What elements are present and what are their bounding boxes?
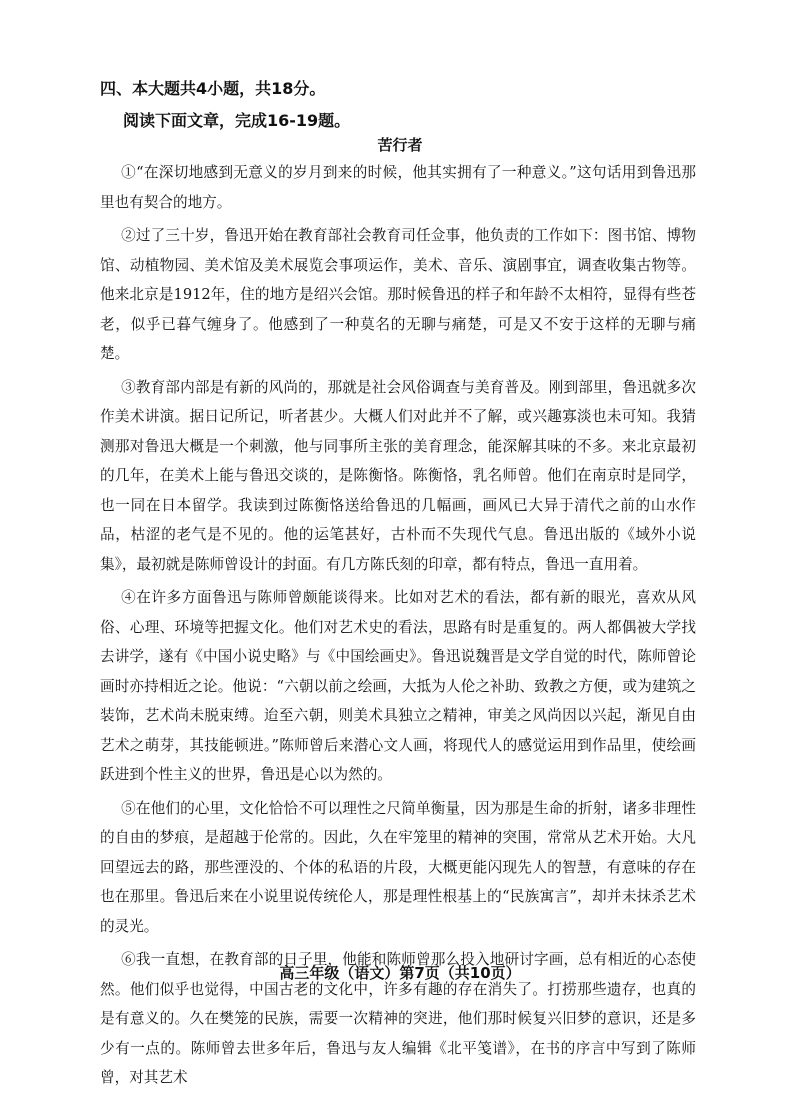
- article-title: 苦行者: [377, 136, 423, 154]
- section-instruction: 阅读下面文章，完成16-19题。: [123, 111, 351, 130]
- section-heading: 四、本大题共4小题，共18分。: [100, 79, 326, 98]
- paragraph-1: ①“在深切地感到无意义的岁月到来的时候，他其实拥有了一种意义。”这句话用到鲁迅那里也有契合的地方。: [100, 164, 697, 211]
- paragraph-6: ⑥我一直想，在教育部的日子里，他能和陈师曾那么投入地研讨字画，总有相近的心态使然。他们似乎也觉得，中国古老的文化中，许多有趣的存在消失了。打捞那些遗存，也真的是有意义的。久在樊笼的民族，需要一次精神的突进，他们那时候复兴旧梦的意识，还是多少有一点的。陈师曾去世多年后，鲁迅与友人编辑《北平笺谱》，在书的序言中写到了陈师曾，对其艺术: [100, 951, 696, 1086]
- page-footer: 高三年级（语文）第7页（共10页）: [279, 964, 521, 982]
- article-body: [100, 158, 696, 1097]
- paragraph-3: ③教育部内部是有新的风尚的，那就是社会风俗调查与美育普及。刚到部里，鲁迅就多次作美术讲演。据日记所记，听者甚少。大概人们对此并不了解，或兴趣寡淡也未可知。我猜测那对鲁迅大概是一个刺激，他与同事所主张的美育理念，能深解其味的不多。来北京最初的几年，在美术上能与鲁迅交谈的，是陈衡恪。陈衡恪，乳名师曾。他们在南京时是同学，也一同在日本留学。我读到过陈衡恪送给鲁迅的几幅画，画风已大异于清代之前的山水作品，枯涩的老气是不见的。他的运笔甚好，古朴而不失现代气息。鲁迅出版的《域外小说集》，最初就是陈师曾设计的封面。有几方陈氏刻的印章，都有特点，鲁迅一直用着。: [100, 378, 696, 573]
- paragraph-4: ④在许多方面鲁迅与陈师曾颇能谈得来。比如对艺术的看法，都有新的眼光，喜欢从风俗、心理、环境等把握文化。他们对艺术史的看法，思路有时是重复的。两人都偶被大学找去讲学，遂有《中国小说史略》与《中国绘画史》。鲁迅说魏晋是文学自觉的时代，陈师曾论画时亦持相近之论。他说：“六朝以前之绘画，大抵为人伦之补助、致教之方便，或为建筑之装饰，艺术尚未脱束缚。迨至六朝，则美术具独立之精神，审美之风尚因以兴起，渐见自由艺术之萌芽，其技能顿进。”陈师曾后来潜心文人画，将现代人的感觉运用到作品里，使绘画跃进到个性主义的世界，鲁迅是心以为然的。: [100, 589, 696, 783]
- paragraph-5: ⑤在他们的心里，文化恰恰不可以理性之尺简单衡量，因为那是生命的折射，诸多非理性的自由的梦痕，是超越于伦常的。因此，久在牢笼里的精神的突围，常常从艺术开始。大凡回望远去的路，那些湮没的、个体的私语的片段，大概更能闪现先人的智慧，有意味的存在也在那里。鲁迅后来在小说里说传统伦人，那是理性根基上的“民族寓言”，却并未抹杀艺术的灵光。: [100, 799, 696, 935]
- paragraph-2: ②过了三十岁，鲁迅开始在教育部社会教育司任佥事，他负责的工作如下：图书馆、博物馆、动植物园、美术馆及美术展览会事项运作，美术、音乐、演剧事宜，调查收集古物等。他来北京是1912年，住的地方是绍兴会馆。那时候鲁迅的样子和年龄不太相符，显得有些苍老，似乎已暮气缠身了。他感到了一种莫名的无聊与痛楚，可是又不安于这样的无聊与痛楚。: [100, 227, 696, 362]
